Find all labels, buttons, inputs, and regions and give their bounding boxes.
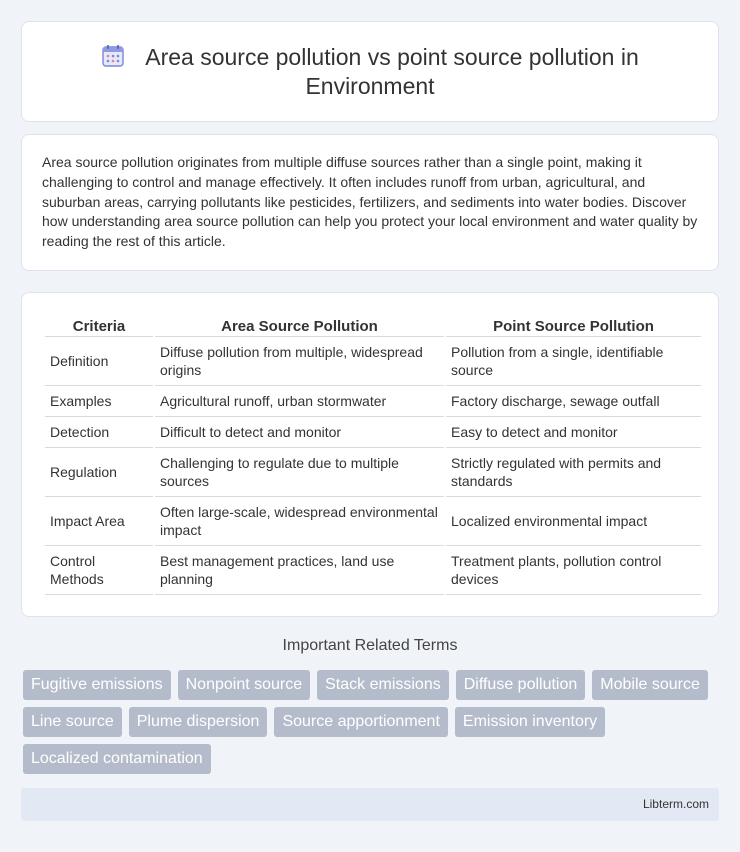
table-row	[45, 337, 701, 386]
cell-point: Treatment plants, pollution control devices	[446, 546, 701, 595]
related-term-tag[interactable]: Source apportionment	[274, 707, 447, 737]
cell-area: Best management practices, land use planning	[155, 546, 444, 595]
cell-point: Pollution from a single, identifiable source	[446, 337, 701, 386]
cell-point: Localized environmental impact	[446, 497, 701, 546]
cell-criteria: Impact Area	[45, 497, 153, 546]
related-term-tag[interactable]: Emission inventory	[455, 707, 605, 737]
related-term-tag[interactable]: Fugitive emissions	[23, 670, 171, 700]
footer-brand-link[interactable]: Libterm.com	[642, 797, 709, 811]
table-header-row	[45, 314, 701, 337]
header-criteria: Criteria	[45, 314, 153, 337]
cell-area: Agricultural runoff, urban stormwater	[155, 386, 444, 417]
related-term-tag[interactable]: Localized contamination	[23, 744, 211, 774]
header-area-source: Area Source Pollution	[155, 314, 444, 337]
footer	[21, 788, 719, 821]
intro-paragraph: Area source pollution originates from multiple diffuse sources rather than a single point, making it challenging to control and manage effectively. It often includes runoff from urban, agricultural, and suburban areas, carrying pollutants like pesticides, fertilizers, and sediments into water bodies. Discover how understanding area source pollution can help you protect your local environment and water quality by reading the rest of this article.	[42, 154, 698, 250]
cell-point: Strictly regulated with permits and standards	[446, 448, 701, 497]
page-title-wrap	[62, 43, 678, 101]
cell-criteria: Examples	[45, 386, 153, 417]
cell-criteria: Detection	[45, 417, 153, 448]
related-term-tag[interactable]: Nonpoint source	[178, 670, 311, 700]
cell-criteria: Definition	[45, 337, 153, 386]
related-term-tag[interactable]: Diffuse pollution	[456, 670, 586, 700]
related-term-tag[interactable]: Stack emissions	[317, 670, 449, 700]
comparison-table-card	[21, 292, 719, 617]
table-row	[45, 546, 701, 595]
table-row	[45, 386, 701, 417]
cell-area: Difficult to detect and monitor	[155, 417, 444, 448]
cell-point: Easy to detect and monitor	[446, 417, 701, 448]
cell-criteria: Regulation	[45, 448, 153, 497]
intro-card	[21, 134, 719, 271]
table-row	[45, 448, 701, 497]
related-terms-list	[23, 670, 723, 774]
table-row	[45, 497, 701, 546]
comparison-table	[43, 314, 703, 595]
related-term-tag[interactable]: Line source	[23, 707, 122, 737]
cell-area: Challenging to regulate due to multiple sources	[155, 448, 444, 497]
calendar-icon	[101, 44, 125, 68]
related-term-tag[interactable]: Mobile source	[592, 670, 708, 700]
page-title: Area source pollution vs point source pollution in Environment	[145, 43, 639, 99]
cell-criteria: Control Methods	[45, 546, 153, 595]
cell-area: Often large-scale, widespread environmental impact	[155, 497, 444, 546]
cell-area: Diffuse pollution from multiple, widespread origins	[155, 337, 444, 386]
table-row	[45, 417, 701, 448]
cell-point: Factory discharge, sewage outfall	[446, 386, 701, 417]
related-terms-title: Important Related Terms	[282, 637, 458, 654]
title-card	[21, 21, 719, 122]
related-term-tag[interactable]: Plume dispersion	[129, 707, 268, 737]
header-point-source: Point Source Pollution	[446, 314, 701, 337]
